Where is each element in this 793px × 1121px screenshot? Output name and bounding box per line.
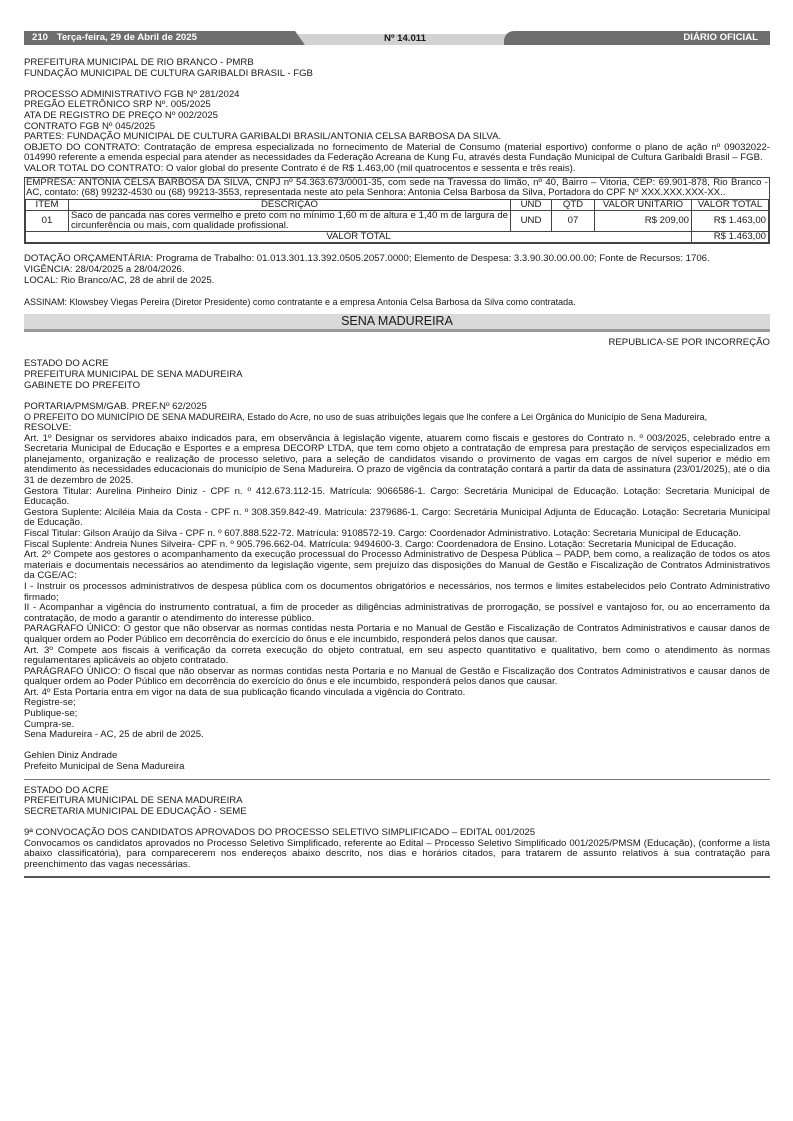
signer-name: Gehlen Diniz Andrade bbox=[24, 750, 118, 762]
page-number: 210 bbox=[32, 32, 49, 43]
valor-total-paragraph: VALOR TOTAL DO CONTRATO: O valor global do presente Contrato é de R$ 1.463,00 (mil quatrocentos e sessenta e três reais). bbox=[24, 162, 576, 174]
sena-portaria-section bbox=[24, 332, 770, 772]
body-paragraph: Art. 4º Esta Portaria entra em vigor na data de sua publicação ficando vinculada a vigência do Contrato. bbox=[24, 686, 466, 698]
contract-box bbox=[24, 177, 770, 244]
body-paragraph: Art. 1º Designar os servidores abaixo indicados para, em observância à legislação vigente, atuarem como fiscais e gestores do Contrato n. º 003/2025, celebrado entre a Secretaria Municipal de Educação e Esportes e a empresa DECORP LTDA, que tem como objeto a contratação de empresa para prestação de serviços especializados em planejamento, organização e realização de processo seletivo, para a seleção de candidatos visando o provimento de vagas em cargos de nível superior e médio em atendimento às necessidades educacionais do município de Sena Madureira. O prazo de vigência da contratação contará a partir da data de assinatura (23/01/2025), até o dia 31 de dezembro de 2025. bbox=[24, 432, 770, 486]
dotacao-paragraph: DOTAÇÃO ORÇAMENTÁRIA: Programa de Trabalho: 01.013.301.13.392.0505.2057.0000; Elemento de Despesa: 3.3.90.30.00.00.00; Fonte de Recursos: 1706. bbox=[24, 253, 710, 265]
section-divider bbox=[24, 779, 770, 780]
column-header: QTD bbox=[552, 199, 595, 210]
convocacao-title: 9ª CONVOCAÇÃO DOS CANDIDATOS APROVADOS DO PROCESSO SELETIVO SIMPLIFICADO – EDITAL 001/2025 bbox=[24, 827, 536, 838]
column-header: UND bbox=[511, 199, 552, 210]
org-line: FUNDAÇÃO MUNICIPAL DE CULTURA GARIBALDI BRASIL - FGB bbox=[24, 67, 313, 79]
bottom-divider bbox=[24, 876, 770, 878]
org-line: SECRETARIA MUNICIPAL DE EDUCAÇÃO - SEME bbox=[24, 805, 247, 817]
column-header: DESCRIÇÃO bbox=[69, 199, 511, 210]
cell-valor-unitario: R$ 209,00 bbox=[595, 210, 692, 231]
body-paragraph: PARÁGRAFO ÚNICO: O fiscal que não observar as normas contidas nesta Portaria e no Manual de Gestão e Fiscalização dos Contratos Administrativos e causar danos de qualquer ordem ao Poder Público em decorrência do exercício do ônus e ele incumbido, responderá pelos danos que causar. bbox=[24, 665, 770, 688]
signer-role: Prefeito Municipal de Sena Madureira bbox=[24, 761, 185, 773]
body-paragraph: Fiscal Titular: Gilson Araújo da Silva - CPF n. º 607.888.522-72. Matrícula: 9108572-19. Cargo: Coordenador Administrativo. Lotação: Secretaria Municipal de Educação. bbox=[24, 527, 742, 539]
cell-und: UND bbox=[511, 210, 552, 231]
org-line: PREFEITURA MUNICIPAL DE SENA MADUREIRA bbox=[24, 795, 243, 807]
header-date: Terça-feira, 29 de Abril de 2025 bbox=[56, 32, 197, 43]
rio-branco-section bbox=[24, 58, 770, 307]
publication-name: DIÁRIO OFICIAL bbox=[683, 32, 758, 43]
cell-qtd: 07 bbox=[552, 210, 595, 231]
date-line: Sena Madureira - AC, 25 de abril de 2025. bbox=[24, 729, 204, 741]
seme-section bbox=[24, 786, 770, 871]
closing-line: Cumpra-se. bbox=[24, 718, 75, 730]
header-issue-band bbox=[286, 34, 524, 45]
section-title-bar bbox=[24, 314, 770, 332]
preamble-paragraph: O PREFEITO DO MUNICÍPIO DE SENA MADUREIRA, Estado do Acre, no uso de suas atribuições legais que lhe confere a Lei Orgânica do Município de Sena Madureira, bbox=[24, 412, 708, 423]
page-content bbox=[24, 58, 770, 878]
page-header bbox=[24, 31, 770, 45]
column-header: ITEM bbox=[26, 199, 69, 210]
process-line: ATA DE REGISTRO DE PREÇO Nº 002/2025 bbox=[24, 109, 219, 121]
resolve-line: RESOLVE: bbox=[24, 422, 72, 434]
table-total-row bbox=[26, 231, 769, 242]
issue-number: Nº 14.011 bbox=[384, 33, 426, 44]
org-line: PREFEITURA MUNICIPAL DE SENA MADUREIRA bbox=[24, 369, 243, 381]
org-line: PREFEITURA MUNICIPAL DE RIO BRANCO - PMRB bbox=[24, 57, 254, 68]
portaria-number: PORTARIA/PMSM/GAB. PREF.Nº 62/2025 bbox=[24, 400, 207, 412]
header-left-band bbox=[24, 31, 286, 45]
body-paragraph: II - Acompanhar a vigência do instrumento contratual, a fim de proceder as diligências administrativas de prorrogação, se possível e vantajoso for, ou ao encerramento da contratação, de modo a garantir o atendimento do interesse público. bbox=[24, 602, 770, 624]
process-line: PROCESSO ADMINISTRATIVO FGB Nº 281/2024 bbox=[24, 88, 240, 100]
cell-valor-total: R$ 1.463,00 bbox=[692, 210, 769, 231]
body-paragraph: Fiscal Suplente: Andreia Nunes Silveira- CPF n. º 905.796.662-04. Matrícula: 9494600-3. Cargo: Coordenadora de Ensino. Lotação: Secretaria Municipal de Educação. bbox=[24, 538, 737, 550]
body-paragraph: Art. 3º Compete aos fiscais à verificação da correta execução do objeto contratual, em seu aspecto quantitativo e qualitativo, bem como o atendimento às normas regulamentares aplicáveis ao objeto contratado. bbox=[24, 644, 770, 667]
column-header: VALOR TOTAL bbox=[692, 199, 769, 210]
column-header: VALOR UNITÁRIO bbox=[595, 199, 692, 210]
local-paragraph: LOCAL: Rio Branco/AC, 28 de abril de 2025. bbox=[24, 274, 215, 286]
closing-line: Registre-se; bbox=[24, 697, 76, 709]
org-line: GABINETE DO PREFEITO bbox=[24, 379, 141, 391]
cell-item: 01 bbox=[26, 210, 69, 231]
closing-line: Publique-se; bbox=[24, 708, 78, 720]
body-paragraph: Gestora Suplente: Alciléia Maia da Costa - CPF n. º 308.359.842-49. Matrícula: 2379686-1. Cargo: Secretária Municipal Adjunta de Educação. Lotação: Secretaria Municipal de Educação. bbox=[24, 506, 770, 529]
header-right-band bbox=[504, 31, 770, 45]
vigencia-paragraph: VIGÊNCIA: 28/04/2025 a 28/04/2026. bbox=[24, 263, 185, 275]
empresa-paragraph: EMPRESA: ANTONIA CELSA BARBOSA DA SILVA, CNPJ nº 54.363.673/0001-35, com sede na Travessa do limão, nº 40, Bairro – Vitoria, CEP: 69.901-878, Rio Branco - AC, contato: (68) 99232-4530 ou (68) 99213-3553, representada neste ato pela Senhora: Antonia Celsa Barbosa da Silva, Portadora do CPF Nº XXX.XXX.XXX-XX.. bbox=[26, 176, 768, 199]
total-label: VALOR TOTAL bbox=[26, 231, 692, 242]
total-value: R$ 1.463,00 bbox=[692, 231, 769, 242]
assinam-paragraph: ASSINAM: Klowsbey Viegas Pereira (Diretor Presidente) como contratante e a empresa Antonia Celsa Barbosa da Silva como contratada. bbox=[24, 296, 576, 307]
convocacao-body: Convocamos os candidatos aprovados no Processo Seletivo Simplificado, referente ao Edital – Processo Seletivo Simplificado 001/2025/PMSM (Educação), (conforme a lista abaixo classificatória), para comparecerem nos endereços abaixo descrito, nos dias e horários citados, para tratarem de assunto relativos à sua contratação para preenchimento das vagas necessárias. bbox=[24, 837, 770, 870]
process-line: CONTRATO FGB Nº 045/2025 bbox=[24, 120, 156, 132]
republica-notice: REPUBLICA-SE POR INCORREÇÃO bbox=[608, 337, 770, 349]
table-row bbox=[26, 210, 769, 231]
items-table bbox=[25, 199, 769, 243]
body-paragraph: Gestora Titular: Aurelina Pinheiro Diniz - CPF n. º 412.673.112-15. Matrícula: 9066586-1. Cargo: Secretária Municipal de Educação. Lotação: Secretaria Municipal de Educação. bbox=[24, 485, 770, 508]
process-line: PARTES: FUNDAÇÃO MUNICIPAL DE CULTURA GARIBALDI BRASIL/ANTONIA CELSA BARBOSA DA SILVA. bbox=[24, 131, 502, 143]
table-header-row bbox=[26, 199, 769, 210]
org-line: ESTADO DO ACRE bbox=[24, 784, 109, 796]
process-line: PREGÃO ELETRÔNICO SRP Nº. 005/2025 bbox=[24, 99, 211, 111]
cell-descricao: Saco de pancada nas cores vermelho e preto com no mínimo 1,60 m de altura e 1,40 m de largura de circunferência ou mais, com qualidade profissional. bbox=[69, 210, 511, 231]
body-paragraph: I - Instruir os processos administrativos de despesa pública com os documentos obrigatórios e necessários, nos termos e limites estabelecidos pelo Contrato Administrativo firmado; bbox=[24, 580, 770, 603]
body-paragraph: Art. 2º Compete aos gestores o acompanhamento da execução processual do Processo Administrativo de Despesa Pública – PADP, bem como, a realização de todos os atos materiais e documentais necessários ao atendimento da legislação vigente, sem prejuízo das disposições do Manual de Gestão e Fiscalização de Contratos Administrativos da CGE/AC: bbox=[24, 549, 770, 582]
org-line: ESTADO DO ACRE bbox=[24, 358, 109, 370]
section-title: SENA MADUREIRA bbox=[341, 314, 453, 329]
objeto-paragraph: OBJETO DO CONTRATO: Contratação de empresa especializada no fornecimento de Material de Consumo (material esportivo) conforme o plano de ação nº 09032022-014990 referente a emenda especial para atender as necessidades da Federação Acreana de Kung Fu, através desta Fundação Municipal de Cultura Garibaldi Brasil – FGB. bbox=[24, 141, 770, 164]
body-paragraph: PARAGRAFO ÚNICO: O gestor que não observar as normas contidas nesta Portaria e no Manual de Gestão e Fiscalização de Contratos Administrativos e causar danos de qualquer ordem ao Poder Público em decorrência do exercício do ônus e ele incumbido, responderá pelos danos que causar. bbox=[24, 623, 770, 645]
